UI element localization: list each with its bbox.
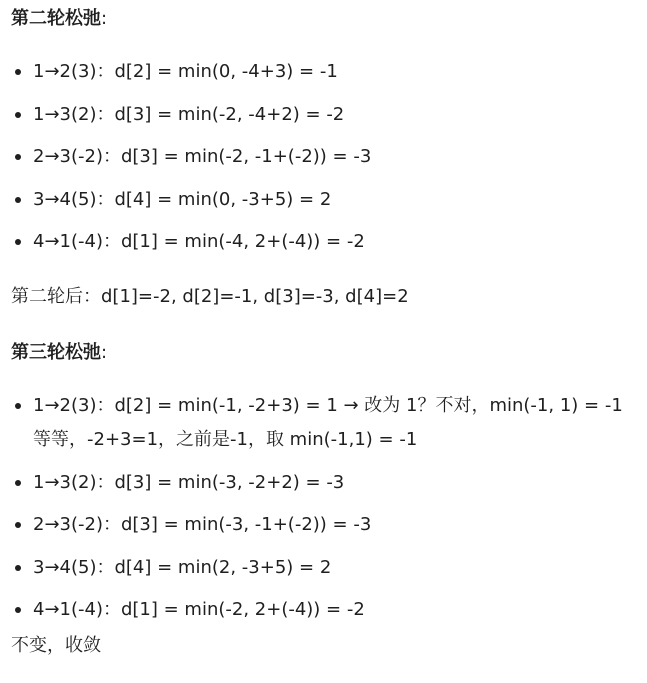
list-item-text: 2→3(-2)：d[3] = min(-3, -1+(-2)) = -3 (33, 514, 372, 535)
round2-summary: 第二轮后：d[1]=-2, d[2]=-1, d[3]=-3, d[4]=2 (11, 286, 409, 307)
list-item-text: 1→2(3)：d[2] = min(-1, -2+3) = 1 → 改为 1？不对，min(-1, 1) = -1 (33, 395, 623, 416)
bullet-icon (15, 480, 21, 486)
list-item (11, 225, 647, 259)
list-item (11, 98, 647, 132)
bullet-icon (15, 69, 21, 75)
list-item (11, 389, 647, 457)
list-item (11, 140, 647, 174)
round3-heading (11, 334, 647, 372)
round2-heading (11, 0, 647, 38)
list-item-text: 2→3(-2)：d[3] = min(-2, -1+(-2)) = -3 (33, 146, 372, 167)
list-item-text-continued: 等等，-2+3=1，之前是-1，取 min(-1,1) = -1 (33, 429, 418, 450)
list-item (11, 55, 647, 89)
bullet-icon (15, 565, 21, 571)
list-item (11, 466, 647, 500)
round3-list (11, 389, 647, 627)
bullet-icon (15, 403, 21, 409)
bullet-icon (15, 154, 21, 160)
bullet-icon (15, 607, 21, 613)
list-item-text: 3→4(5)：d[4] = min(2, -3+5) = 2 (33, 556, 332, 578)
bullet-icon (15, 522, 21, 528)
list-item-text: 1→2(3)：d[2] = min(0, -4+3) = -1 (33, 61, 338, 82)
list-item (11, 508, 647, 542)
round2-title: 第二轮松弛 (11, 8, 101, 29)
list-item-text: 3→4(5)：d[4] = min(0, -3+5) = 2 (33, 188, 332, 210)
list-item (11, 183, 647, 217)
list-item-text: 4→1(-4)：d[1] = min(-4, 2+(-4)) = -2 (33, 231, 365, 252)
cutoff-text: 不变，收敛 (11, 635, 101, 656)
bullet-icon (15, 239, 21, 245)
round2-list (11, 55, 647, 259)
round2-colon: : (101, 8, 108, 29)
list-item (11, 551, 647, 585)
round3-colon: : (101, 342, 108, 363)
round3-title: 第三轮松弛 (11, 342, 101, 363)
bullet-icon (15, 112, 21, 118)
list-item-text: 1→3(2)：d[3] = min(-3, -2+2) = -3 (33, 471, 345, 493)
list-item (11, 593, 647, 627)
bullet-icon (15, 197, 21, 203)
cutoff-text-line (11, 635, 647, 663)
list-item-text: 4→1(-4)：d[1] = min(-2, 2+(-4)) = -2 (33, 599, 365, 620)
list-item-text: 1→3(2)：d[3] = min(-2, -4+2) = -2 (33, 103, 345, 125)
